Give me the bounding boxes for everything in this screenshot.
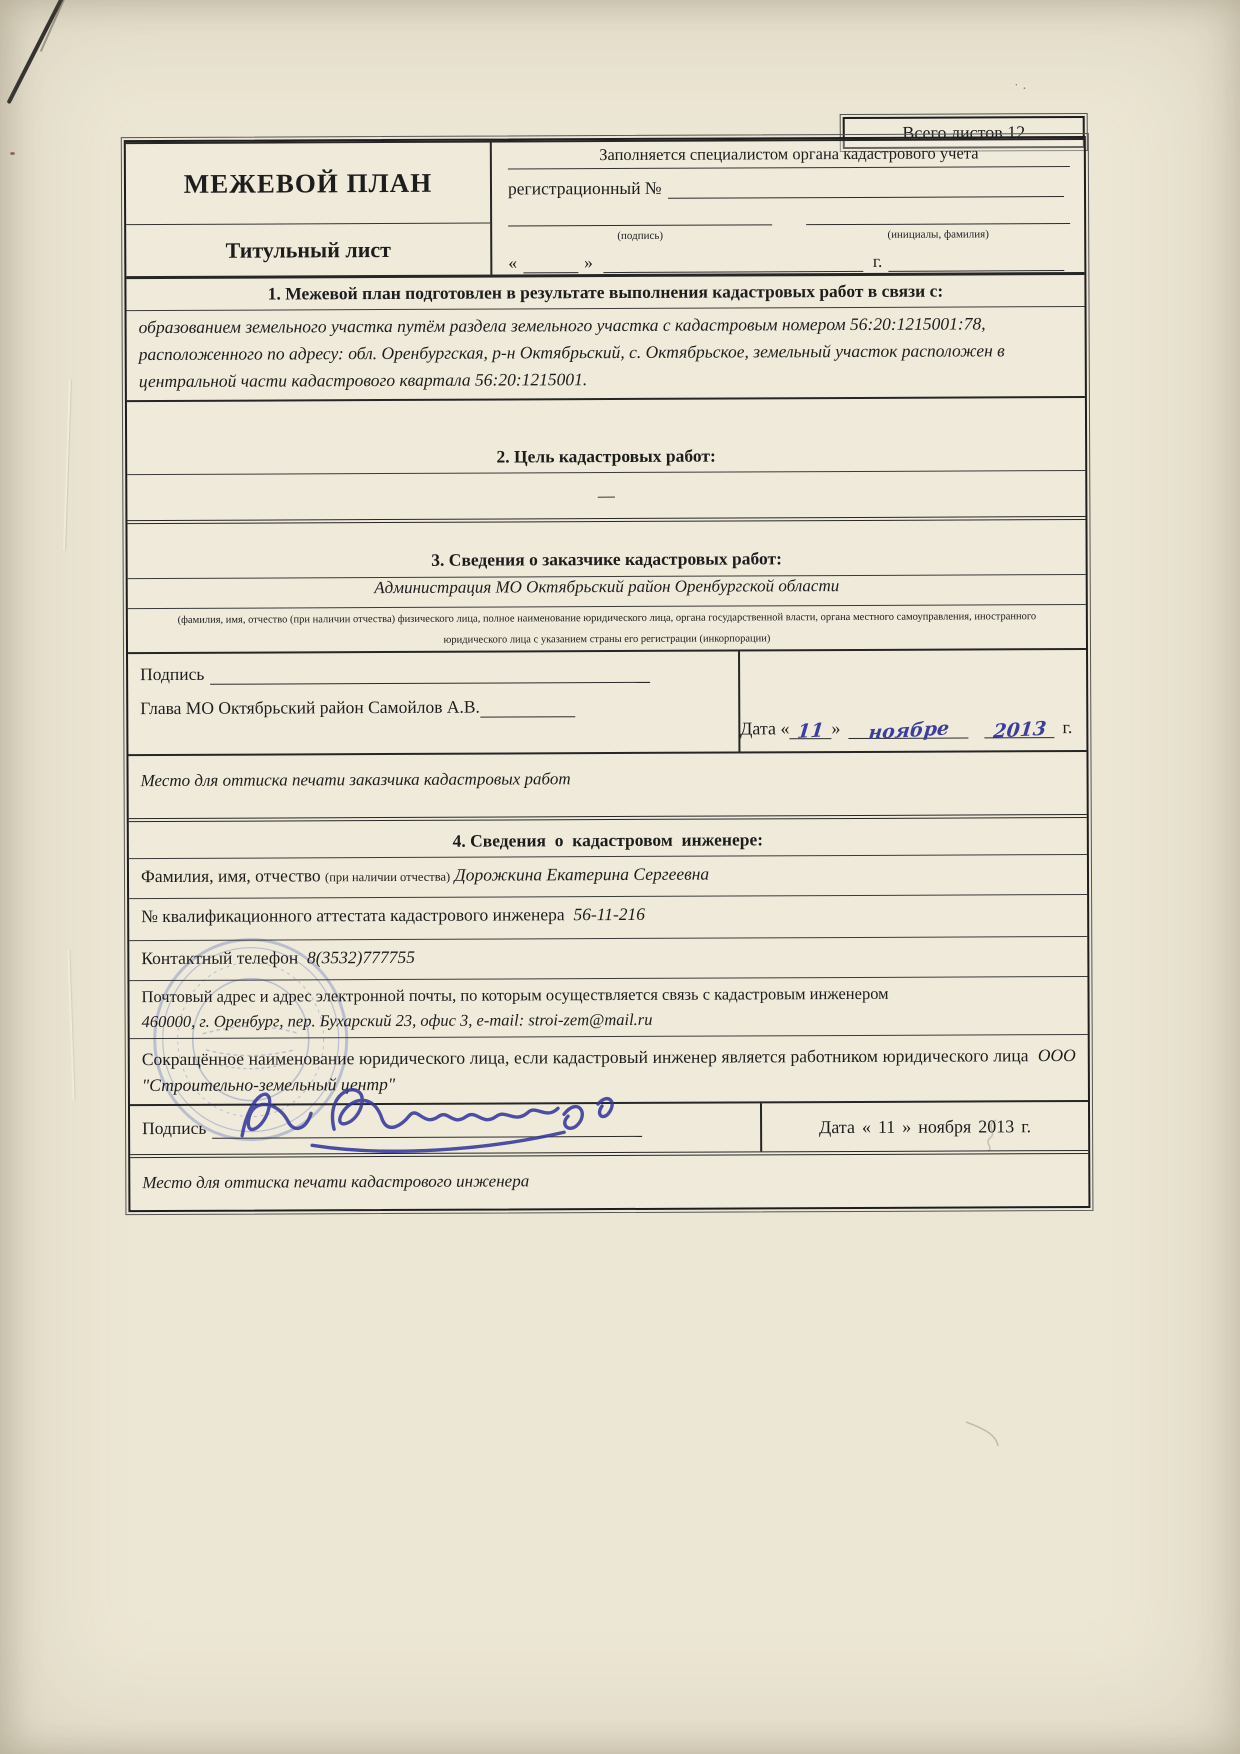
attestate-label: № квалификационного аттестата кадастрового инженера [141, 904, 565, 927]
address-value: 460000, г. Оренбург, пер. Бухарский 23, офис 3, e-mail: stroi-zem@mail.ru [141, 1009, 653, 1031]
official-date-line [508, 250, 1070, 273]
initials-caption: (инициалы, фамилия) [887, 228, 989, 241]
customer-caption-row [128, 604, 1086, 652]
mezhevoy-plan-table [124, 136, 1091, 1212]
registration-number-blank [668, 179, 1064, 199]
handwritten-month: ноябре [867, 717, 950, 745]
customer-signatory-line [140, 696, 722, 720]
date-day-blank [523, 255, 578, 274]
section2-value-row [127, 470, 1085, 520]
customer-name: Администрация МО Октябрьский район Оренбургской области [374, 576, 840, 598]
engineer-signature-line [142, 1115, 744, 1139]
customer-signature-line [140, 662, 722, 686]
section4-title-row [129, 814, 1087, 858]
quote-open: « [780, 718, 790, 739]
year-suffix: г. [872, 250, 883, 271]
customer-date-label: Дата [740, 718, 777, 739]
section1-title: 1. Межевой план подготовлен в результате выполнения кадастровых работ в связи с: [267, 280, 944, 304]
engineer-name-value: Дорожкина Екатерина Сергеевна [454, 863, 710, 885]
engineer-name-caption: (при наличии отчества) [324, 869, 451, 885]
customer-signature-cell [128, 651, 740, 754]
date-tail-blank [888, 253, 1064, 272]
customer-name-row [128, 574, 1086, 608]
engineer-name-row [129, 854, 1087, 898]
section1-title-row [126, 272, 1084, 310]
address-label: Почтовый адрес и адрес электронной почты, по которым осуществляется связь с кадастровым инженером [141, 983, 889, 1007]
document-title: МЕЖЕВОЙ ПЛАН [183, 167, 433, 199]
address-row [129, 976, 1087, 1038]
engineer-date-cell [762, 1102, 1088, 1151]
initials-blank-column [806, 211, 1070, 243]
quote-open: « [508, 252, 518, 273]
organization-row [130, 1034, 1088, 1104]
section4-title: 4. Сведения о кадастровом инженере: [452, 828, 764, 851]
organization-label: Сокращённое наименование юридического лица, если кадастровый инженер является работником юридического лица [141, 1045, 1029, 1070]
handwritten-day: 11 [796, 719, 825, 744]
customer-date-cell [740, 650, 1087, 752]
phone-label: Контактный телефон [141, 947, 299, 969]
customer-date-day-blank [789, 719, 831, 744]
engineer-stamp-note-row [130, 1150, 1088, 1210]
customer-signatory: Глава МО Октябрьский район Самойлов А.В. [140, 696, 480, 719]
header-left-cell [126, 143, 493, 277]
section2-value: — [597, 485, 615, 505]
section1-body-row [127, 306, 1085, 400]
scan-dots: ˙ · [1014, 82, 1027, 97]
phone-row [129, 936, 1087, 980]
registration-number-label: регистрационный № [507, 177, 662, 199]
registration-number-line [508, 176, 1070, 199]
customer-signature-row [128, 648, 1086, 754]
customer-date-month-blank [848, 717, 968, 745]
section2-title-row [127, 396, 1085, 474]
attestate-value: 56-11-216 [573, 903, 646, 925]
engineer-stamp-note: Место для оттиска печати кадастрового инженера [142, 1171, 530, 1193]
customer-stamp-note: Место для оттиска печати заказчика кадастровых работ [140, 769, 571, 791]
customer-signature-blank [210, 664, 650, 684]
signature-blank [508, 212, 772, 226]
customer-signature-label: Подпись [140, 663, 205, 685]
official-signature-line [508, 211, 1070, 244]
filled-by-note: Заполняется специалистом органа кадастрового учета [508, 143, 1070, 169]
organization-value: ООО "Строительно-земельный центр" [141, 1045, 1076, 1096]
customer-year-suffix: г. [1062, 717, 1073, 738]
signature-caption: (подпись) [617, 229, 664, 243]
customer-date-year-blank [984, 717, 1054, 743]
section3-title-row [127, 516, 1085, 578]
engineer-name-label: Фамилия, имя, отчество [140, 865, 321, 887]
date-month-blank [603, 254, 863, 274]
customer-stamp-note-row [128, 750, 1086, 818]
attestate-row [129, 894, 1087, 940]
engineer-year-suffix: г. [1021, 1115, 1032, 1136]
engineer-date-year: 2013 [978, 1115, 1015, 1136]
section2-title: 2. Цель кадастровых работ: [496, 445, 716, 467]
signature-blank-column [508, 212, 772, 244]
section1-body-text: образованием земельного участка путём раздела земельного участка с кадастровым номером 56:20:1215001:78, расположенного по адресу: обл. Оренбургская, р-н Октябрьский, с. Октябрьское, земельный участок расположен в центральной части кадастрового квартала 56:20:1215001. [138, 313, 1005, 392]
total-sheets-label: Всего листов 12 [902, 121, 1026, 143]
engineer-date-day: 11 [877, 1116, 896, 1137]
engineer-signature-label: Подпись [142, 1117, 207, 1139]
quote-close: » [584, 252, 593, 273]
handwritten-year: 2013 [991, 717, 1048, 743]
header-right-cell [492, 140, 1085, 275]
document-subtitle: Титульный лист [225, 236, 391, 263]
customer-signatory-blank [480, 699, 575, 718]
engineer-date-label: Дата [818, 1116, 855, 1137]
quote-open: « [861, 1116, 871, 1137]
quote-close: » [902, 1116, 912, 1137]
quote-close: » [831, 718, 841, 739]
section3-title: 3. Сведения о заказчике кадастровых работ: [431, 548, 782, 570]
phone-value: 8(3532)777755 [306, 946, 415, 968]
engineer-signature-row [130, 1100, 1088, 1154]
customer-caption: (фамилия, имя, отчество (при наличии отчества) физического лица, полное наименование юридического лица, органа государственной власти, органа местного самоуправления, иностранного юридического лица с указанием страны его регистрации (инкорпорации) [177, 611, 1037, 646]
header-row [126, 138, 1085, 276]
initials-blank [806, 211, 1070, 225]
engineer-signature-blank [212, 1119, 642, 1139]
engineer-signature-cell [130, 1103, 762, 1154]
engineer-date-month: ноября [918, 1115, 972, 1137]
